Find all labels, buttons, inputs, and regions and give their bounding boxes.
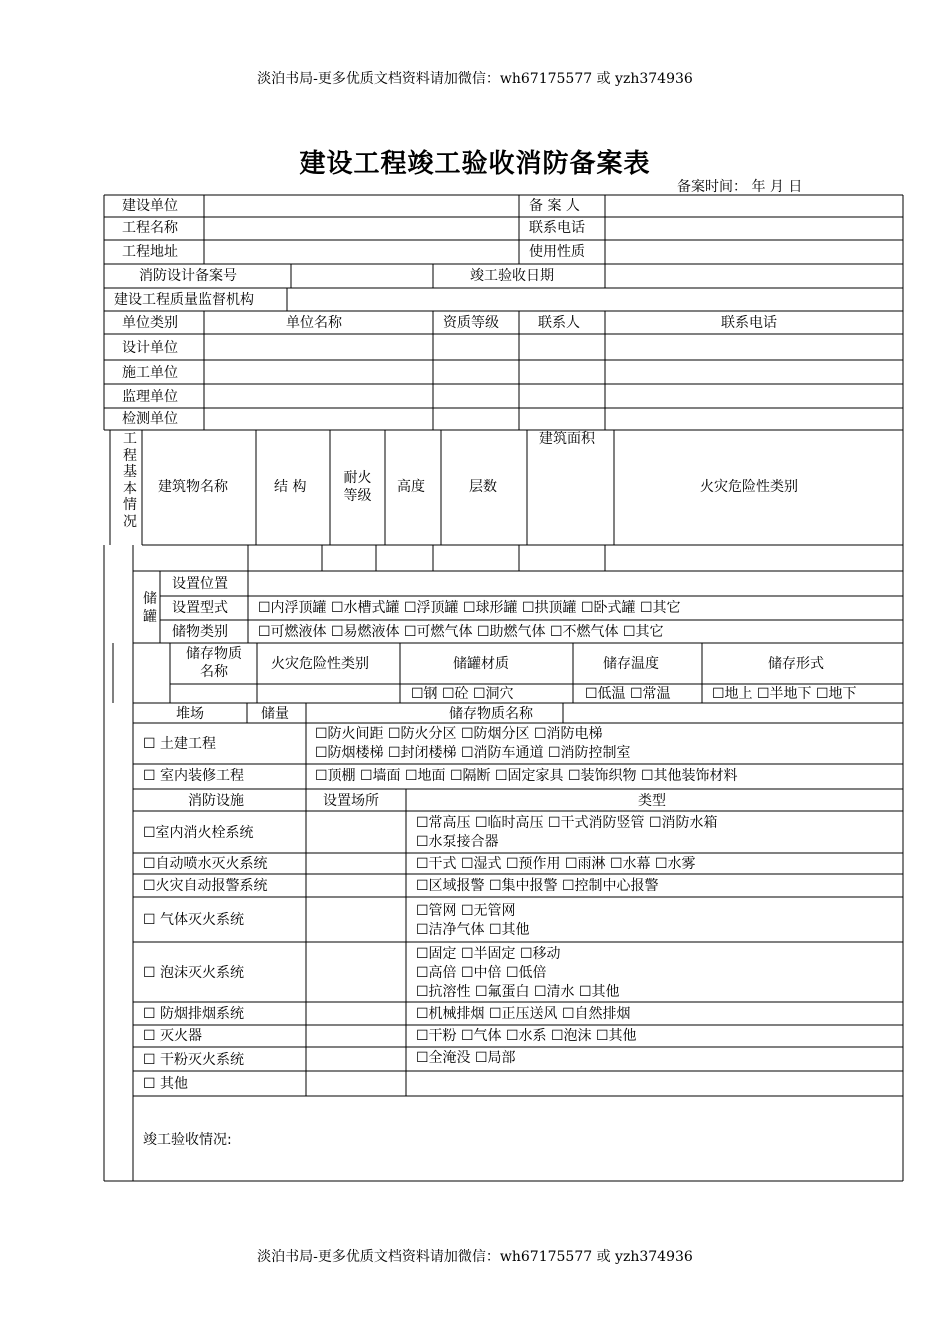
completion-date-label: 竣工验收日期: [470, 268, 554, 284]
gas-options-line1[interactable]: ☐管网 ☐无管网: [416, 903, 516, 919]
units-header-name: 单位名称: [286, 315, 342, 331]
other-facility-checkbox[interactable]: ☐ 其他: [143, 1076, 189, 1092]
foam-options-line1[interactable]: ☐固定 ☐半固定 ☐移动: [416, 946, 561, 962]
alarm-system-checkbox[interactable]: ☐火灾自动报警系统: [143, 878, 268, 894]
project-basic-side-label: 工 程 基 本 情 况: [123, 431, 137, 530]
units-header-category: 单位类别: [122, 315, 178, 331]
tank-side-label: 储 罐: [143, 591, 157, 625]
tank-type-options[interactable]: ☐内浮顶罐 ☐水槽式罐 ☐浮顶罐 ☐球形罐 ☐拱顶罐 ☐卧式罐 ☐其它: [258, 600, 681, 616]
facilities-header-type: 类型: [638, 793, 666, 809]
page-footer-text: 淡泊书局-更多优质文档资料请加微信：wh67175577 或 yzh374936: [257, 1249, 693, 1265]
acceptance-status-label: 竣工验收情况:: [143, 1132, 232, 1148]
interior-options[interactable]: ☐顶棚 ☐墙面 ☐地面 ☐隔断 ☐固定家具 ☐装饰织物 ☐其他装饰材料: [315, 768, 738, 784]
gas-options-line2[interactable]: ☐洁净气体 ☐其他: [416, 922, 530, 938]
yard-label: 堆场: [176, 706, 204, 722]
structure-header: 结 构: [274, 479, 307, 495]
units-row-inspection: 检测单位: [122, 411, 178, 427]
fire-rating-header: 耐火 等级: [343, 470, 372, 504]
building-name-header: 建筑物名称: [158, 479, 228, 495]
tank-position-label: 设置位置: [172, 576, 228, 592]
interior-decoration-checkbox[interactable]: ☐ 室内装修工程: [143, 768, 245, 784]
units-header-qualification: 资质等级: [443, 315, 499, 331]
facilities-header-place: 设置场所: [323, 793, 379, 809]
tank-fire-category-header: 火灾危险性类别: [271, 656, 369, 672]
tank-type-label: 设置型式: [172, 600, 228, 616]
hydrant-options-line1[interactable]: ☐常高压 ☐临时高压 ☐干式消防竖管 ☐消防水箱: [416, 815, 718, 831]
hydrant-options-line2[interactable]: ☐水泵接合器: [416, 834, 499, 850]
extinguisher-options[interactable]: ☐干粉 ☐气体 ☐水系 ☐泡沫 ☐其他: [416, 1028, 637, 1044]
fire-design-no-label: 消防设计备案号: [139, 268, 237, 284]
area-header: 建筑面积: [539, 431, 595, 447]
quality-agency-label: 建设工程质量监督机构: [114, 292, 254, 308]
storage-form-options[interactable]: ☐地上 ☐半地下 ☐地下: [712, 686, 857, 702]
hydrant-system-checkbox[interactable]: ☐室内消火栓系统: [143, 825, 254, 841]
civil-options-line2[interactable]: ☐防烟楼梯 ☐封闭楼梯 ☐消防车通道 ☐消防控制室: [315, 745, 631, 761]
build-unit-label: 建设单位: [122, 198, 178, 214]
usage-label: 使用性质: [529, 244, 585, 260]
powder-system-checkbox[interactable]: ☐ 干粉灭火系统: [143, 1052, 245, 1068]
tank-storage-options[interactable]: ☐可燃液体 ☐易燃液体 ☐可燃气体 ☐助燃气体 ☐不燃气体 ☐其它: [258, 624, 664, 640]
height-header: 高度: [397, 479, 425, 495]
record-time-label: 备案时间： 年 月 日: [677, 179, 803, 195]
storage-temperature-header: 储存温度: [603, 656, 659, 672]
civil-options-line1[interactable]: ☐防火间距 ☐防火分区 ☐防烟分区 ☐消防电梯: [315, 726, 603, 742]
alarm-options[interactable]: ☐区域报警 ☐集中报警 ☐控制中心报警: [416, 878, 659, 894]
units-header-contact: 联系人: [538, 315, 580, 331]
storage-form-header: 储存形式: [768, 656, 824, 672]
project-address-label: 工程地址: [122, 244, 178, 260]
page-header-text: 淡泊书局-更多优质文档资料请加微信：wh67175577 或 yzh374936: [257, 71, 693, 87]
units-header-phone: 联系电话: [721, 315, 777, 331]
smoke-options[interactable]: ☐机械排烟 ☐正压送风 ☐自然排烟: [416, 1006, 631, 1022]
contact-phone-label: 联系电话: [529, 220, 585, 236]
foam-options-line2[interactable]: ☐高倍 ☐中倍 ☐低倍: [416, 965, 547, 981]
facilities-header-name: 消防设施: [188, 793, 244, 809]
project-name-label: 工程名称: [122, 220, 178, 236]
storage-temperature-options[interactable]: ☐低温 ☐常温: [585, 686, 671, 702]
tank-storage-label: 储物类别: [172, 624, 228, 640]
fire-category-header: 火灾危险性类别: [700, 479, 798, 495]
foam-system-checkbox[interactable]: ☐ 泡沫灭火系统: [143, 965, 245, 981]
foam-options-line3[interactable]: ☐抗溶性 ☐氟蛋白 ☐清水 ☐其他: [416, 984, 620, 1000]
sprinkler-options[interactable]: ☐干式 ☐湿式 ☐预作用 ☐雨淋 ☐水幕 ☐水雾: [416, 856, 696, 872]
powder-options[interactable]: ☐全淹没 ☐局部: [416, 1050, 516, 1066]
material-name-header: 储存物质 名称: [186, 646, 242, 680]
gas-system-checkbox[interactable]: ☐ 气体灭火系统: [143, 912, 245, 928]
units-row-supervision: 监理单位: [122, 389, 178, 405]
tank-material-options[interactable]: ☐钢 ☐砼 ☐洞穴: [411, 686, 514, 702]
extinguisher-checkbox[interactable]: ☐ 灭火器: [143, 1028, 203, 1044]
smoke-system-checkbox[interactable]: ☐ 防烟排烟系统: [143, 1006, 245, 1022]
form-title: 建设工程竣工验收消防备案表: [299, 149, 651, 179]
filer-label: 备 案 人: [529, 198, 580, 214]
civil-engineering-checkbox[interactable]: ☐ 土建工程: [143, 736, 217, 752]
units-row-construction: 施工单位: [122, 365, 178, 381]
tank-material-header: 储罐材质: [453, 656, 509, 672]
yard-amount-label: 储量: [261, 706, 289, 722]
units-row-design: 设计单位: [122, 340, 178, 356]
yard-material-label: 储存物质名称: [449, 706, 533, 722]
floors-header: 层数: [469, 479, 497, 495]
sprinkler-system-checkbox[interactable]: ☐自动喷水灭火系统: [143, 856, 268, 872]
